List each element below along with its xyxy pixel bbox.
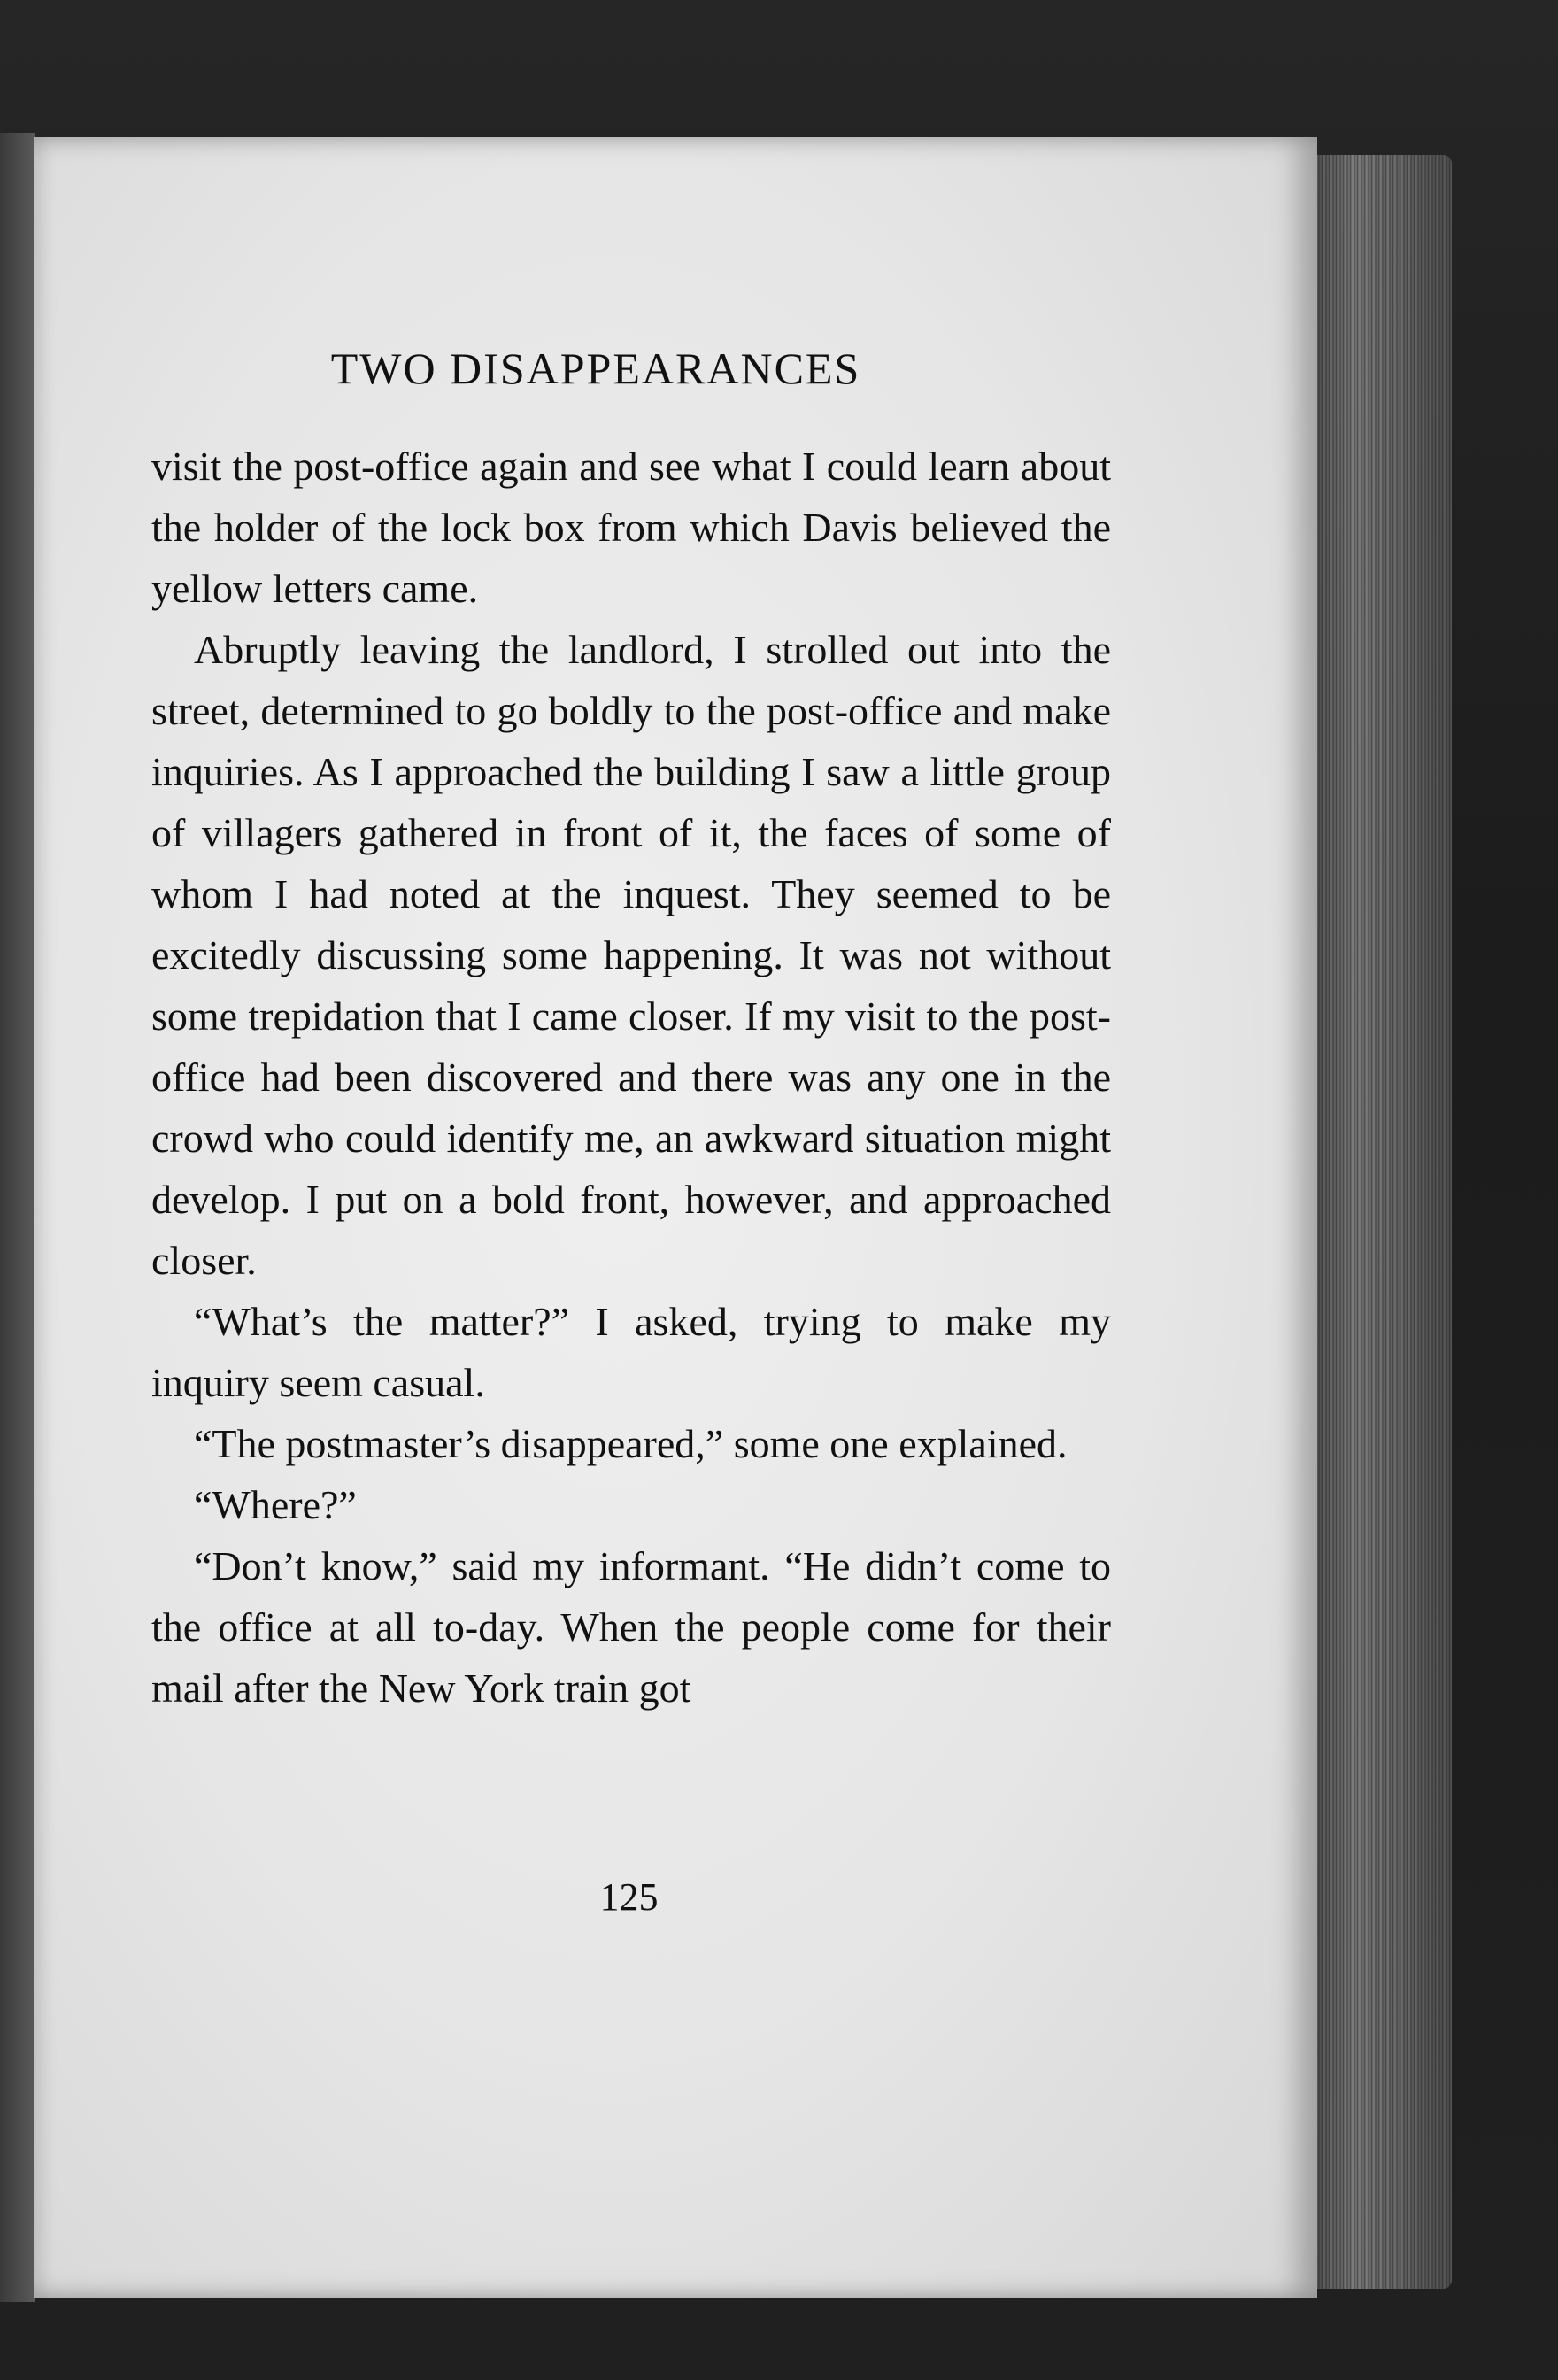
paragraph: “What’s the matter?” I asked, trying to make my inquiry seem casual. bbox=[151, 1299, 1111, 1405]
book-spine-edge bbox=[0, 133, 35, 2302]
paragraph: Abruptly leaving the landlord, I strolled out into the street, determined to go boldly to the post-office and make inquiries. As I approached the building I saw a little group of villagers gathered in front of it, the faces of some of whom I had noted at the inquest. They seemed to be excitedly discussing some happening. It was not without some trepidation that I came closer. If my visit to the post-office had been discovered and there was any one in the crowd who could identify me, an awkward situation might develop. I put on a bold front, however, and approached closer. bbox=[151, 627, 1111, 1283]
paragraph: visit the post-office again and see what I could learn about the holder of the lock box from which Davis believed the yellow letters came. bbox=[151, 444, 1111, 611]
paragraph: “Don’t know,” said my informant. “He didn’t come to the office at all to-day. When the people come for their mail after the New York train got bbox=[151, 1543, 1111, 1711]
body-text bbox=[151, 436, 1111, 1719]
page-number: 125 bbox=[599, 1875, 659, 1919]
paragraph: “The postmaster’s disappeared,” some one explained. bbox=[194, 1421, 1068, 1466]
page-edges bbox=[1301, 155, 1452, 2289]
book-page bbox=[34, 137, 1317, 2298]
running-head: TWO DISAPPEARANCES bbox=[330, 344, 861, 393]
paragraph: “Where?” bbox=[194, 1482, 357, 1527]
